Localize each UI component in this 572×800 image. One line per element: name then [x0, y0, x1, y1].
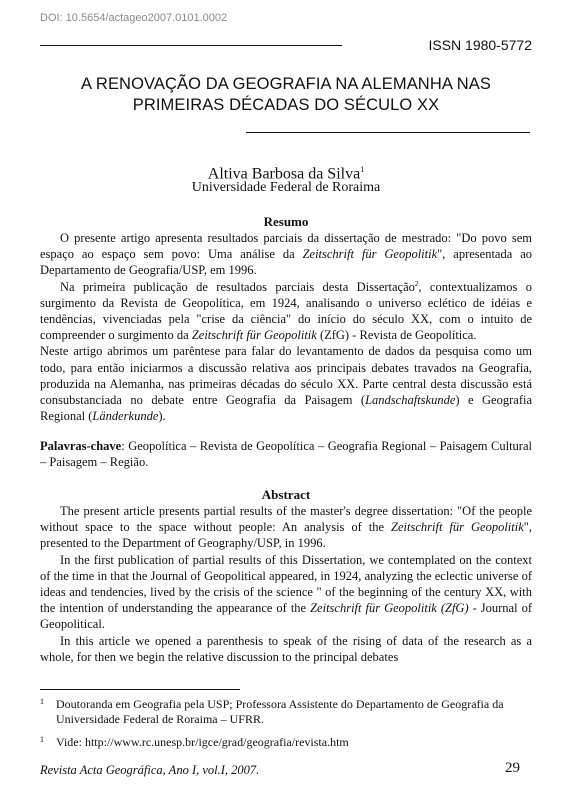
- author-text: Altiva Barbosa da Silva: [207, 165, 361, 183]
- resumo-p2-footnote-mark: 2: [414, 279, 419, 288]
- resumo-paragraph-2: [40, 279, 532, 344]
- resumo-p1-text-a: O presente artigo apresenta resultados parciais da dissertação de mestrado: "Do povo sem espaço ao espaço sem povo: Uma análise da: [40, 231, 532, 262]
- abstract-p1-text-b: ", presented to the Department of Geography/USP, in 1996.: [40, 520, 532, 551]
- footnote-rule: [40, 689, 240, 690]
- resumo-p3-italic-2: Länderkunde: [92, 409, 159, 424]
- abstract-paragraph-2: [40, 552, 532, 633]
- author-affiliation: Universidade Federal de Roraima: [191, 180, 381, 195]
- title-line-2: PRIMEIRAS DÉCADAS DO SÉCULO XX: [132, 96, 440, 114]
- author-footnote-mark: 1: [360, 165, 365, 174]
- abstract-paragraph-3: In this article we opened a parenthesis to speak of the rising of data of the research as a whole, for then we begin the relative discussion to the principal debates: [40, 633, 532, 664]
- keywords-text: : Geopolítica – Revista de Geopolítica – Geografia Regional – Paisagem Cultural – Paisagem – Região.: [40, 439, 532, 470]
- abstract-heading: Abstract: [261, 487, 311, 502]
- resumo-p2-italic: Zeitschrift für Geopolitik: [191, 328, 317, 343]
- page-number: 29: [505, 760, 520, 776]
- journal-citation: Revista Acta Geográfica, Ano I, vol.I, 2007.: [40, 763, 260, 777]
- resumo-p1-text-b: ", apresentada ao Departamento de Geografia/USP, em 1996.: [40, 247, 532, 278]
- resumo-body: [40, 230, 532, 424]
- resumo-p1-italic: Zeitschrift für Geopolitik: [302, 247, 438, 262]
- footnote-1-mark: 1: [40, 697, 44, 706]
- footnote-2-mark: 1: [40, 735, 44, 744]
- issn-text: ISSN 1980-5772: [428, 37, 532, 53]
- footnote-1: [40, 697, 532, 727]
- article-title: [40, 74, 532, 116]
- resumo-paragraph-1: [40, 230, 532, 279]
- header-rule: [40, 45, 342, 46]
- abstract-p1-text-a: The present article presents partial results of the master's degree dissertation: "Of the people without space to the space without people: An analysis of the: [40, 504, 532, 535]
- footnote-1-text: Doutoranda em Geografia pela USP; Professora Assistente do Departamento de Geografia da Universidade Federal de Roraima – UFRR.: [56, 697, 504, 726]
- resumo-p3-text-c: ).: [158, 409, 166, 424]
- title-line-1: A RENOVAÇÃO DA GEOGRAFIA NA ALEMANHA NAS: [81, 75, 491, 93]
- resumo-p2-text-b: , contextualizamos o surgimento da Revista de Geopolítica, em 1924, analisando o universo eclético de idéias e tendências, vivenciadas pela "crise da ciência" do início do século XX, com o intuito de compreender o surgimento da: [40, 279, 532, 343]
- abstract-paragraph-1: [40, 503, 532, 552]
- abstract-p2-italic: Zeitschrift für Geopolitik (ZfG): [310, 601, 469, 616]
- title-rule: [246, 132, 530, 133]
- resumo-p2-text-c: (ZfG) - Revista de Geopolítica.: [316, 328, 477, 343]
- footnote-2: [40, 735, 532, 750]
- keywords-label: Palavras-chave: [40, 439, 122, 453]
- abstract-p2-text-a: In the first publication of partial results of this Dissertation, we contemplated on the context of the time in that the Journal of Geopolitical appeared, in 1924, analyzing the eclectic universe of ideas and tendencies, lived by the crisis of the science " of the beginning of the century XX, with the intention of understanding the appearance of the: [40, 552, 532, 616]
- resumo-p2-text-a: Na primeira publicação de resultados parciais desta Dissertação: [60, 279, 415, 294]
- doi-text: DOI: 10.5654/actageo2007.0101.0002: [40, 12, 228, 24]
- abstract-body: [40, 503, 532, 665]
- abstract-p1-italic: Zeitschrift für Geopolitik: [391, 520, 524, 535]
- resumo-p3-text-a: Neste artigo abrimos um parêntese para falar do levantamento de dados da pesquisa como um todo, para então iniciarmos a discussão relativa aos principais debates travados na Geografia, produzida na Alemanha, nas primeiras décadas do século XX. Parte central desta discussão está consubstanciada no debate entre Geografia da Paisagem (: [40, 344, 532, 408]
- resumo-p3-italic-1: Landschaftskunde: [365, 393, 456, 408]
- resumo-p3-text-b: ) e Geografia Regional (: [40, 393, 532, 424]
- keywords: [40, 438, 532, 470]
- resumo-paragraph-3: [40, 343, 532, 424]
- abstract-p2-text-b: - Journal of Geopolitical.: [40, 601, 532, 632]
- footnote-2-text: Vide: http://www.rc.unesp.br/igce/grad/geografia/revista.htm: [56, 735, 349, 749]
- resumo-heading: Resumo: [263, 214, 309, 229]
